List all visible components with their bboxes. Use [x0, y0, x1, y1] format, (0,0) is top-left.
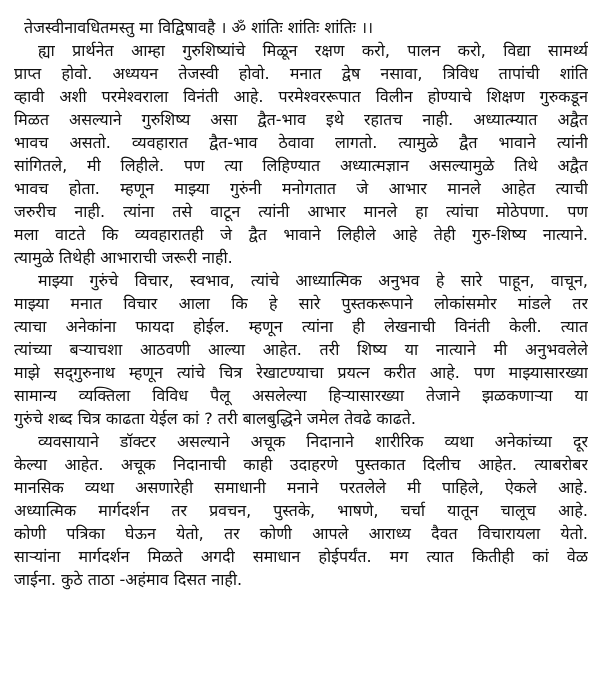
text-line: केल्या आहेत. अचूक निदानाची काही उदाहरणे पुस्तकात दिलीच आहेत. त्याबरोबर: [14, 455, 588, 474]
text-line: माझ्या मनात विचार आला कि हे सारे पुस्तकरूपाने लोकांसमोर मांडले तर: [14, 294, 588, 313]
text-line: जरुरीच नाही. त्यांना तसे वाटून त्यांनी आभार मानले हा त्यांचा मोठेपणा. पण: [14, 202, 588, 221]
text-line: व्यवसायाने डॉक्टर असल्याने अचूक निदानाने शारीरिक व्यथा अनेकांच्या दूर: [38, 432, 588, 451]
paragraph-3: [14, 430, 588, 591]
verse-line: तेजस्वीनावधितमस्तु मा विद्विषावहै । ॐ शांतिः शांतिः शांतिः ।।: [24, 18, 374, 37]
text-line: मानसिक व्यथा असणारेही समाधानी मनाने परतलेले मी पाहिले, ऐकले आहे.: [14, 478, 588, 497]
text-line: सांगितले, मी लिहीले. पण त्या लिहिण्यात अध्यात्मज्ञान असल्यामुळे तिथे अद्वैत: [14, 156, 588, 175]
text-line: त्यांच्या बऱ्याचशा आठवणी आल्या आहेत. तरी शिष्य या नात्याने मी अनुभवलेले: [14, 340, 588, 359]
text-line: व्हावी अशी परमेश्वराला विनंती आहे. परमेश्वररूपात विलीन होण्याचे शिक्षण गुरुकडून: [14, 87, 588, 106]
text-line: जाईना. कुठे ताठा -अहंमाव दिसत नाही.: [14, 570, 243, 589]
text-line: माझ्या गुरुंचे विचार, स्वभाव, त्यांचे आध्यात्मिक अनुभव हे सारे पाहून, वाचून,: [38, 271, 588, 290]
paragraph-1: [14, 39, 588, 269]
text-line: त्याचा अनेकांना फायदा होईल. म्हणून त्यांना ही लेखनाची विनंती केली. त्यात: [14, 317, 588, 336]
text-line: माझे सद्‌गुरुनाथ म्हणून त्यांचे चित्र रेखाटण्याचा प्रयत्न करीत आहे. पण माझ्यासारख्या: [14, 363, 588, 382]
text-line: मला वाटते कि व्यवहारातही जे द्वैत भावाने लिहीले आहे तेही गुरु-शिष्य नात्याने.: [14, 225, 588, 244]
paragraph-2: [14, 269, 588, 430]
text-line: ह्या प्रार्थनेत आम्हा गुरुशिष्यांचे मिळून रक्षण करो, पालन करो, विद्या सामर्थ्य: [38, 41, 588, 60]
text-line: सामान्य व्यक्तिला विविध पैलू असलेल्या हिऱ्यासारख्या तेजाने झळकणाऱ्या या: [14, 386, 588, 405]
text-line: गुरुंचे शब्द चित्र काढता येईल कां ? तरी बालबुद्धिने जमेल तेवढे काढते.: [14, 409, 416, 428]
text-line: प्राप्त होवो. अध्ययन तेजस्वी होवो. मनात द्वेष नसावा, त्रिविध तापांची शांति: [14, 64, 588, 83]
text-line: अध्यात्मिक मार्गदर्शन तर प्रवचन, पुस्तके, भाषणे, चर्चा यातून चालूच आहे.: [14, 501, 588, 520]
text-line: भावच होता. म्हणून माझ्या गुरुंनी मनोगतात जे आभार मानले आहेत त्याची: [14, 179, 588, 198]
text-line: साऱ्यांना मार्गदर्शन मिळते अगदी समाधान होईपर्यंत. मग त्यात कितीही कां वेळ: [14, 547, 588, 566]
text-line: त्यामुळे तिथेही आभाराची जरूरी नाही.: [14, 248, 233, 267]
document-page: [14, 16, 588, 591]
text-line: भावच असतो. व्यवहारात द्वैत-भाव ठेवावा लागतो. त्यामुळे द्वैत भावाने त्यांनी: [14, 133, 588, 152]
text-line: कोणी पत्रिका घेऊन येतो, तर कोणी आपले आराध्य दैवत विचारायला येतो.: [14, 524, 588, 543]
text-line: मिळत असल्याने गुरुशिष्य असा द्वैत-भाव इथे रहातच नाही. अध्यात्म्यात अद्वैत: [14, 110, 588, 129]
